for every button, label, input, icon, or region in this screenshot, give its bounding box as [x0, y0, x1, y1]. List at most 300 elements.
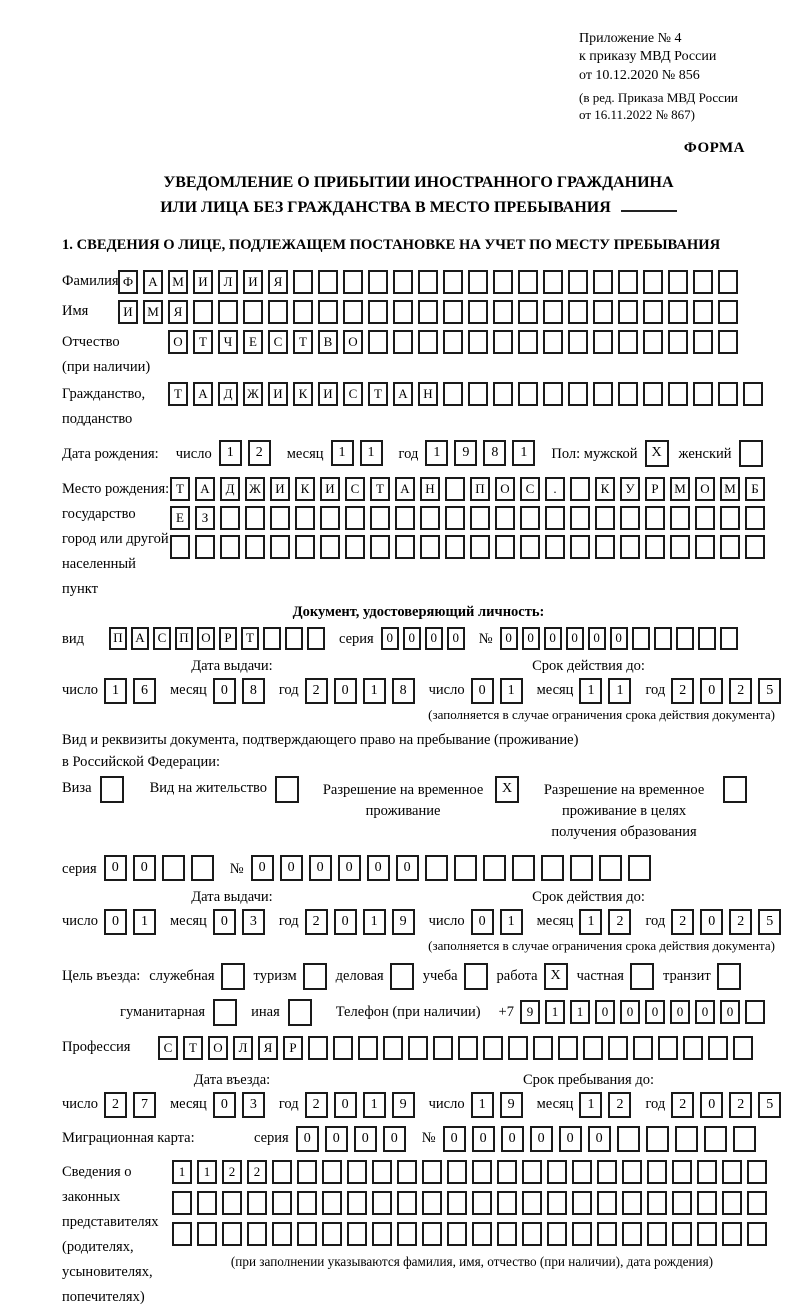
form-cell[interactable]: 2 [305, 678, 328, 704]
form-cell[interactable]: Д [218, 382, 238, 406]
form-cell[interactable]: О [168, 330, 188, 354]
form-cell[interactable] [520, 506, 540, 530]
form-cell[interactable] [695, 506, 715, 530]
form-cell[interactable]: О [695, 477, 715, 501]
form-cell[interactable]: С [153, 627, 171, 650]
form-cell[interactable] [593, 300, 613, 324]
form-cell[interactable] [345, 535, 365, 559]
form-cell[interactable]: 0 [472, 1126, 495, 1152]
form-cell[interactable]: . [545, 477, 565, 501]
form-cell[interactable] [343, 270, 363, 294]
form-cell[interactable] [512, 855, 535, 881]
form-cell[interactable] [433, 1036, 453, 1060]
form-cell[interactable]: 0 [530, 1126, 553, 1152]
form-cell[interactable]: 0 [383, 1126, 406, 1152]
form-cell[interactable]: И [318, 382, 338, 406]
form-cell[interactable]: Ж [243, 382, 263, 406]
form-cell[interactable] [247, 1191, 267, 1215]
form-cell[interactable]: 0 [610, 627, 628, 650]
form-cell[interactable] [368, 270, 388, 294]
form-cell[interactable]: Т [183, 1036, 203, 1060]
form-cell[interactable] [318, 270, 338, 294]
form-cell[interactable]: 0 [403, 627, 421, 650]
form-cell[interactable] [522, 1222, 542, 1246]
form-cell[interactable] [593, 382, 613, 406]
form-cell[interactable]: А [193, 382, 213, 406]
form-cell[interactable] [443, 270, 463, 294]
form-cell[interactable] [395, 535, 415, 559]
form-cell[interactable] [718, 330, 738, 354]
form-cell[interactable] [597, 1222, 617, 1246]
form-cell[interactable] [708, 1036, 728, 1060]
form-cell[interactable] [630, 963, 654, 990]
form-cell[interactable] [745, 506, 765, 530]
form-cell[interactable] [697, 1222, 717, 1246]
form-cell[interactable] [443, 382, 463, 406]
form-cell[interactable] [568, 382, 588, 406]
form-cell[interactable] [718, 300, 738, 324]
form-cell[interactable] [618, 382, 638, 406]
form-cell[interactable] [397, 1160, 417, 1184]
form-cell[interactable] [218, 300, 238, 324]
form-cell[interactable] [468, 330, 488, 354]
form-cell[interactable] [368, 330, 388, 354]
form-cell[interactable] [397, 1191, 417, 1215]
form-cell[interactable]: 1 [570, 1000, 590, 1024]
form-cell[interactable]: 1 [331, 440, 354, 466]
form-cell[interactable] [268, 300, 288, 324]
form-cell[interactable] [303, 963, 327, 990]
form-cell[interactable]: 0 [133, 855, 156, 881]
form-cell[interactable]: Н [418, 382, 438, 406]
form-cell[interactable]: 9 [454, 440, 477, 466]
form-cell[interactable]: А [131, 627, 149, 650]
form-cell[interactable]: 9 [500, 1092, 523, 1118]
form-cell[interactable] [272, 1160, 292, 1184]
form-cell[interactable] [472, 1160, 492, 1184]
form-cell[interactable] [425, 855, 448, 881]
form-cell[interactable] [670, 506, 690, 530]
form-cell[interactable]: А [195, 477, 215, 501]
form-cell[interactable]: 2 [305, 909, 328, 935]
form-cell[interactable]: 0 [447, 627, 465, 650]
form-cell[interactable] [495, 506, 515, 530]
form-cell[interactable] [547, 1160, 567, 1184]
form-cell[interactable]: И [268, 382, 288, 406]
form-cell[interactable] [195, 535, 215, 559]
form-cell[interactable] [599, 855, 622, 881]
form-cell[interactable] [747, 1191, 767, 1215]
form-cell[interactable]: 0 [471, 909, 494, 935]
form-cell[interactable] [297, 1222, 317, 1246]
form-cell[interactable] [445, 477, 465, 501]
form-cell[interactable] [643, 300, 663, 324]
form-cell[interactable] [497, 1191, 517, 1215]
form-cell[interactable]: 1 [197, 1160, 217, 1184]
form-cell[interactable] [393, 330, 413, 354]
form-cell[interactable] [221, 963, 245, 990]
form-cell[interactable] [547, 1222, 567, 1246]
form-cell[interactable] [345, 506, 365, 530]
form-cell[interactable] [720, 627, 738, 650]
form-cell[interactable]: 0 [325, 1126, 348, 1152]
form-cell[interactable]: Р [283, 1036, 303, 1060]
form-cell[interactable]: М [670, 477, 690, 501]
form-cell[interactable]: 9 [392, 1092, 415, 1118]
form-cell[interactable]: 0 [544, 627, 562, 650]
form-cell[interactable]: 1 [219, 440, 242, 466]
form-cell[interactable]: Я [168, 300, 188, 324]
form-cell[interactable] [395, 506, 415, 530]
form-cell[interactable] [370, 506, 390, 530]
form-cell[interactable]: 0 [522, 627, 540, 650]
form-cell[interactable]: Т [193, 330, 213, 354]
form-cell[interactable] [372, 1160, 392, 1184]
form-cell[interactable] [622, 1222, 642, 1246]
form-cell[interactable]: З [195, 506, 215, 530]
form-cell[interactable]: Т [241, 627, 259, 650]
form-cell[interactable] [347, 1160, 367, 1184]
form-cell[interactable] [197, 1222, 217, 1246]
form-cell[interactable]: 0 [595, 1000, 615, 1024]
form-cell[interactable]: X [544, 963, 568, 990]
form-cell[interactable] [645, 535, 665, 559]
form-cell[interactable] [693, 300, 713, 324]
form-cell[interactable] [370, 535, 390, 559]
form-cell[interactable]: М [168, 270, 188, 294]
form-cell[interactable]: 0 [213, 1092, 236, 1118]
form-cell[interactable] [297, 1191, 317, 1215]
form-cell[interactable] [420, 535, 440, 559]
form-cell[interactable] [683, 1036, 703, 1060]
form-cell[interactable] [568, 300, 588, 324]
form-cell[interactable]: 2 [104, 1092, 127, 1118]
form-cell[interactable] [468, 382, 488, 406]
form-cell[interactable] [572, 1222, 592, 1246]
form-cell[interactable] [343, 300, 363, 324]
form-cell[interactable] [618, 300, 638, 324]
form-cell[interactable] [647, 1160, 667, 1184]
form-cell[interactable] [643, 382, 663, 406]
form-cell[interactable] [672, 1160, 692, 1184]
form-cell[interactable] [347, 1222, 367, 1246]
form-cell[interactable]: А [143, 270, 163, 294]
form-cell[interactable] [643, 330, 663, 354]
form-cell[interactable]: Т [170, 477, 190, 501]
form-cell[interactable] [717, 963, 741, 990]
form-cell[interactable] [393, 270, 413, 294]
form-cell[interactable] [672, 1222, 692, 1246]
form-cell[interactable] [443, 300, 463, 324]
form-cell[interactable]: Е [243, 330, 263, 354]
form-cell[interactable] [595, 535, 615, 559]
form-cell[interactable] [307, 627, 325, 650]
form-cell[interactable]: М [720, 477, 740, 501]
form-cell[interactable] [191, 855, 214, 881]
form-cell[interactable] [646, 1126, 669, 1152]
form-cell[interactable] [418, 300, 438, 324]
form-cell[interactable] [383, 1036, 403, 1060]
form-cell[interactable] [493, 382, 513, 406]
form-cell[interactable] [372, 1191, 392, 1215]
form-cell[interactable]: 2 [248, 440, 271, 466]
form-cell[interactable] [272, 1222, 292, 1246]
form-cell[interactable]: Т [168, 382, 188, 406]
form-cell[interactable] [322, 1191, 342, 1215]
form-cell[interactable] [632, 627, 650, 650]
form-cell[interactable] [518, 300, 538, 324]
form-cell[interactable] [693, 382, 713, 406]
form-cell[interactable] [541, 855, 564, 881]
form-cell[interactable] [272, 1191, 292, 1215]
form-cell[interactable] [197, 1191, 217, 1215]
form-cell[interactable] [447, 1191, 467, 1215]
form-cell[interactable] [222, 1191, 242, 1215]
form-cell[interactable] [470, 535, 490, 559]
form-cell[interactable] [545, 535, 565, 559]
form-cell[interactable] [570, 535, 590, 559]
form-cell[interactable] [493, 270, 513, 294]
form-cell[interactable]: Н [420, 477, 440, 501]
form-cell[interactable]: 0 [280, 855, 303, 881]
form-cell[interactable] [508, 1036, 528, 1060]
form-cell[interactable] [368, 300, 388, 324]
form-cell[interactable]: Ч [218, 330, 238, 354]
form-cell[interactable]: П [175, 627, 193, 650]
form-cell[interactable] [698, 627, 716, 650]
form-cell[interactable]: 2 [305, 1092, 328, 1118]
form-cell[interactable] [747, 1160, 767, 1184]
form-cell[interactable] [633, 1036, 653, 1060]
form-cell[interactable] [470, 506, 490, 530]
form-cell[interactable]: 2 [671, 678, 694, 704]
form-cell[interactable] [522, 1191, 542, 1215]
form-cell[interactable]: С [343, 382, 363, 406]
form-cell[interactable]: 5 [758, 678, 781, 704]
form-cell[interactable]: 1 [500, 909, 523, 935]
form-cell[interactable]: 1 [579, 1092, 602, 1118]
form-cell[interactable] [543, 270, 563, 294]
form-cell[interactable] [620, 506, 640, 530]
form-cell[interactable] [668, 382, 688, 406]
form-cell[interactable] [347, 1191, 367, 1215]
form-cell[interactable]: П [470, 477, 490, 501]
form-cell[interactable]: 2 [222, 1160, 242, 1184]
form-cell[interactable]: Л [233, 1036, 253, 1060]
form-cell[interactable] [658, 1036, 678, 1060]
form-cell[interactable] [213, 999, 237, 1026]
form-cell[interactable] [464, 963, 488, 990]
form-cell[interactable] [647, 1222, 667, 1246]
form-cell[interactable] [572, 1160, 592, 1184]
form-cell[interactable]: 0 [588, 1126, 611, 1152]
form-cell[interactable] [654, 627, 672, 650]
form-cell[interactable] [245, 506, 265, 530]
form-cell[interactable] [558, 1036, 578, 1060]
form-cell[interactable]: К [295, 477, 315, 501]
form-cell[interactable]: Б [745, 477, 765, 501]
form-cell[interactable] [593, 330, 613, 354]
form-cell[interactable] [263, 627, 281, 650]
form-cell[interactable]: И [193, 270, 213, 294]
form-cell[interactable] [733, 1036, 753, 1060]
form-cell[interactable] [472, 1191, 492, 1215]
form-cell[interactable] [322, 1160, 342, 1184]
form-cell[interactable] [722, 1191, 742, 1215]
form-cell[interactable]: С [268, 330, 288, 354]
form-cell[interactable]: 1 [363, 909, 386, 935]
form-cell[interactable]: 0 [566, 627, 584, 650]
form-cell[interactable] [493, 330, 513, 354]
form-cell[interactable] [193, 300, 213, 324]
form-cell[interactable] [647, 1191, 667, 1215]
form-cell[interactable]: 9 [520, 1000, 540, 1024]
form-cell[interactable]: В [318, 330, 338, 354]
form-cell[interactable] [675, 1126, 698, 1152]
form-cell[interactable] [245, 535, 265, 559]
form-cell[interactable]: Т [293, 330, 313, 354]
form-cell[interactable] [320, 535, 340, 559]
form-cell[interactable] [422, 1160, 442, 1184]
form-cell[interactable] [622, 1191, 642, 1215]
form-cell[interactable] [222, 1222, 242, 1246]
form-cell[interactable] [720, 506, 740, 530]
form-cell[interactable] [668, 330, 688, 354]
form-cell[interactable]: У [620, 477, 640, 501]
form-cell[interactable] [322, 1222, 342, 1246]
form-cell[interactable] [693, 330, 713, 354]
form-cell[interactable]: 0 [471, 678, 494, 704]
form-cell[interactable]: 0 [559, 1126, 582, 1152]
form-cell[interactable] [672, 1191, 692, 1215]
form-cell[interactable] [747, 1222, 767, 1246]
form-cell[interactable]: 1 [579, 909, 602, 935]
form-cell[interactable] [720, 535, 740, 559]
form-cell[interactable]: 0 [213, 678, 236, 704]
form-cell[interactable] [220, 535, 240, 559]
form-cell[interactable]: 1 [512, 440, 535, 466]
form-cell[interactable] [483, 1036, 503, 1060]
form-cell[interactable]: Е [170, 506, 190, 530]
form-cell[interactable] [422, 1191, 442, 1215]
form-cell[interactable]: 0 [104, 855, 127, 881]
form-cell[interactable] [568, 270, 588, 294]
form-cell[interactable] [497, 1160, 517, 1184]
form-cell[interactable] [572, 1191, 592, 1215]
form-cell[interactable] [722, 1222, 742, 1246]
form-cell[interactable]: С [520, 477, 540, 501]
form-cell[interactable]: 0 [396, 855, 419, 881]
form-cell[interactable] [668, 270, 688, 294]
form-cell[interactable]: А [395, 477, 415, 501]
form-cell[interactable]: 0 [104, 909, 127, 935]
form-cell[interactable]: А [393, 382, 413, 406]
form-cell[interactable] [493, 300, 513, 324]
form-cell[interactable] [545, 506, 565, 530]
form-cell[interactable] [643, 270, 663, 294]
form-cell[interactable] [533, 1036, 553, 1060]
form-cell[interactable] [243, 300, 263, 324]
form-cell[interactable] [293, 270, 313, 294]
form-cell[interactable] [568, 330, 588, 354]
form-cell[interactable] [743, 382, 763, 406]
form-cell[interactable] [518, 330, 538, 354]
form-cell[interactable]: С [345, 477, 365, 501]
form-cell[interactable]: 0 [588, 627, 606, 650]
form-cell[interactable] [547, 1191, 567, 1215]
form-cell[interactable]: 1 [363, 1092, 386, 1118]
form-cell[interactable]: 1 [500, 678, 523, 704]
form-cell[interactable] [618, 330, 638, 354]
form-cell[interactable]: 6 [133, 678, 156, 704]
form-cell[interactable] [170, 535, 190, 559]
form-cell[interactable] [390, 963, 414, 990]
form-cell[interactable]: Д [220, 477, 240, 501]
form-cell[interactable] [620, 535, 640, 559]
form-cell[interactable]: 0 [700, 909, 723, 935]
form-cell[interactable] [372, 1222, 392, 1246]
form-cell[interactable] [695, 535, 715, 559]
form-cell[interactable] [285, 627, 303, 650]
form-cell[interactable]: Л [218, 270, 238, 294]
form-cell[interactable] [418, 330, 438, 354]
form-cell[interactable] [733, 1126, 756, 1152]
form-cell[interactable] [722, 1160, 742, 1184]
form-cell[interactable] [628, 855, 651, 881]
form-cell[interactable] [745, 535, 765, 559]
form-cell[interactable]: 0 [309, 855, 332, 881]
form-cell[interactable]: 2 [247, 1160, 267, 1184]
form-cell[interactable] [676, 627, 694, 650]
form-cell[interactable] [704, 1126, 727, 1152]
form-cell[interactable]: И [118, 300, 138, 324]
form-cell[interactable]: П [109, 627, 127, 650]
form-cell[interactable] [162, 855, 185, 881]
form-cell[interactable]: 2 [671, 1092, 694, 1118]
form-cell[interactable] [443, 330, 463, 354]
form-cell[interactable] [418, 270, 438, 294]
form-cell[interactable]: 0 [670, 1000, 690, 1024]
form-cell[interactable]: 1 [363, 678, 386, 704]
form-cell[interactable] [745, 1000, 765, 1024]
form-cell[interactable]: 2 [608, 1092, 631, 1118]
form-cell[interactable]: 0 [645, 1000, 665, 1024]
form-cell[interactable] [483, 855, 506, 881]
form-cell[interactable]: 0 [425, 627, 443, 650]
form-cell[interactable]: 1 [133, 909, 156, 935]
form-cell[interactable]: О [197, 627, 215, 650]
form-cell[interactable] [458, 1036, 478, 1060]
form-cell[interactable]: И [320, 477, 340, 501]
form-cell[interactable] [520, 535, 540, 559]
form-cell[interactable]: 0 [501, 1126, 524, 1152]
form-cell[interactable] [308, 1036, 328, 1060]
form-cell[interactable]: 0 [443, 1126, 466, 1152]
form-cell[interactable]: 0 [700, 1092, 723, 1118]
form-cell[interactable] [270, 535, 290, 559]
form-cell[interactable] [172, 1191, 192, 1215]
form-cell[interactable] [172, 1222, 192, 1246]
form-cell[interactable] [543, 300, 563, 324]
form-cell[interactable]: Ф [118, 270, 138, 294]
form-cell[interactable]: Я [258, 1036, 278, 1060]
form-cell[interactable] [617, 1126, 640, 1152]
form-cell[interactable]: 1 [172, 1160, 192, 1184]
form-cell[interactable] [518, 270, 538, 294]
form-cell[interactable]: 2 [729, 1092, 752, 1118]
form-cell[interactable]: 1 [104, 678, 127, 704]
form-cell[interactable]: X [645, 440, 669, 467]
